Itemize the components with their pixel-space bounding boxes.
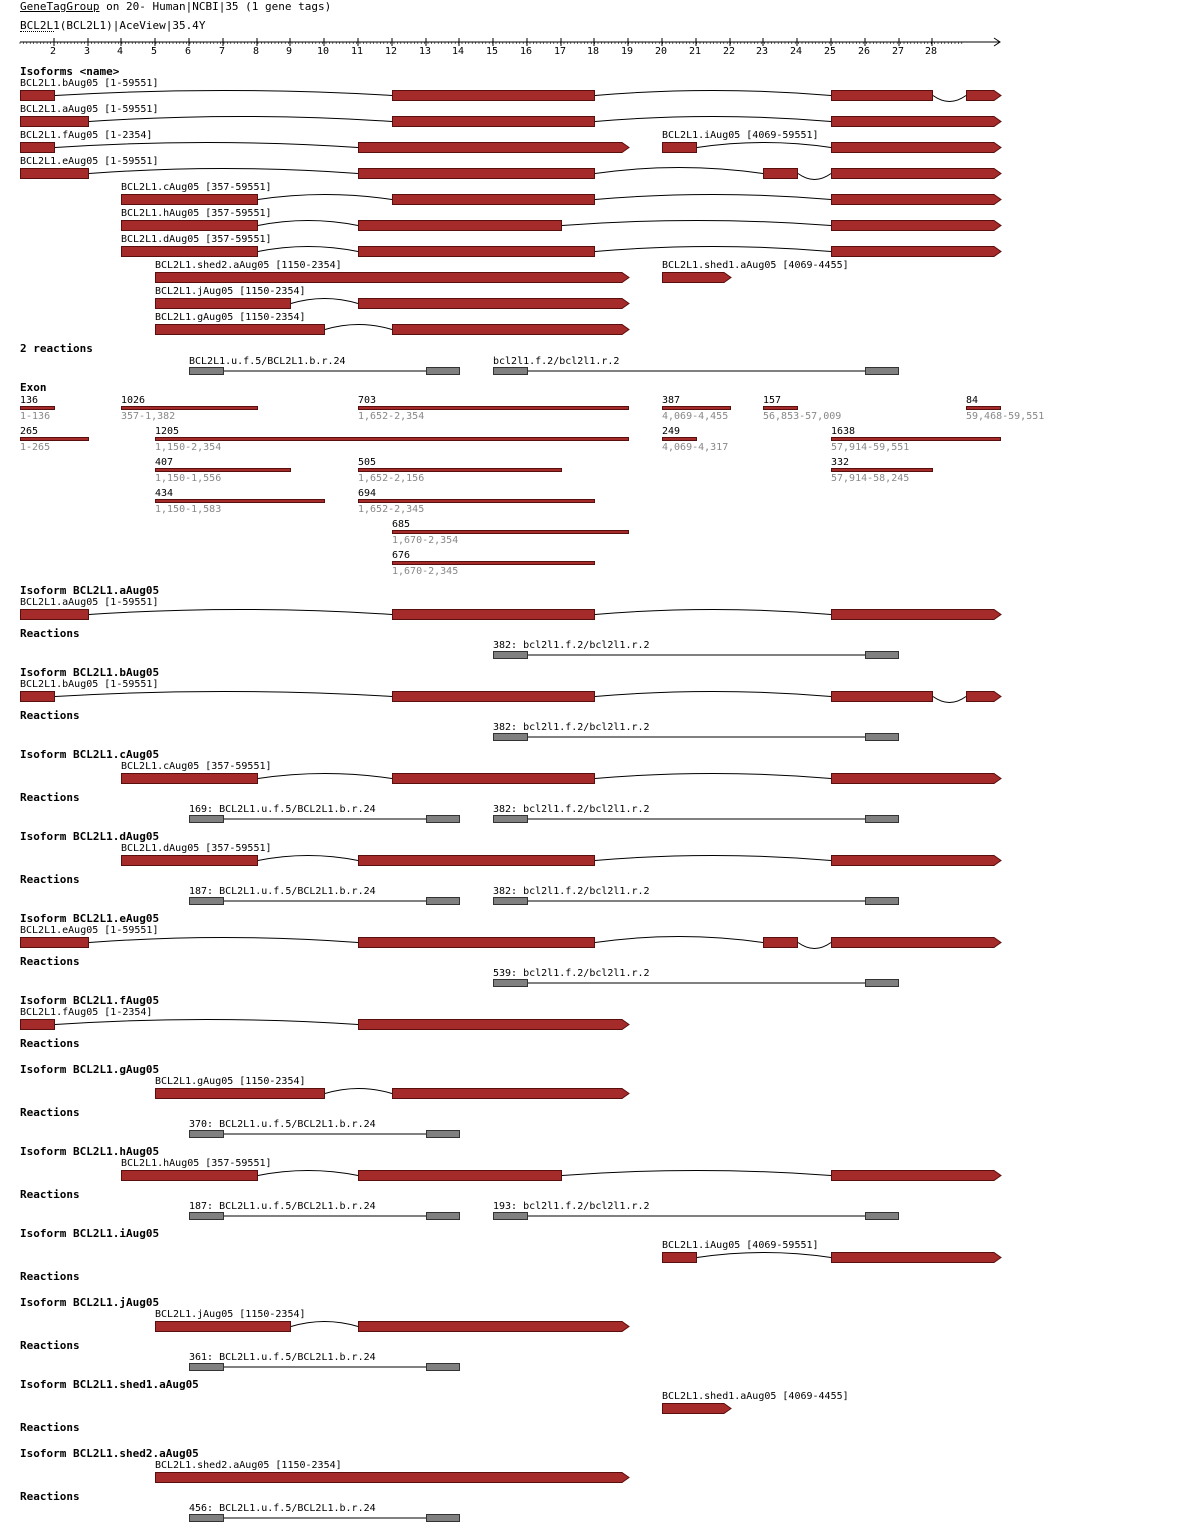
detail-reaction-label: 382: bcl2l1.f.2/bcl2l1.r.2 (493, 640, 650, 651)
detail-reactions-heading: Reactions (20, 1421, 80, 1434)
ruler-tick-label: 21 (689, 46, 702, 57)
detail-a-exon (392, 609, 595, 620)
exon-range: 357-1,382 (121, 411, 176, 422)
exon-range: 1-136 (20, 411, 51, 422)
detail-reaction-bcl2l1-f-2-reverse-primer (865, 651, 899, 659)
exon-bar (662, 406, 731, 410)
detail-d-exon-arrow (831, 855, 1003, 868)
ruler-tick-label: 9 (286, 46, 293, 57)
isoform-detail-heading: Isoform BCL2L1.eAug05 (20, 912, 160, 925)
isoform-d-exon-arrow (831, 246, 1003, 259)
detail-c-exon (121, 773, 258, 784)
detail-reaction-u-f-5-reverse-primer (426, 1212, 460, 1220)
genetaggroup-link[interactable]: GeneTagGroup (20, 0, 100, 13)
exon-bar (155, 437, 629, 441)
detail-c-intron (595, 774, 831, 779)
exon-length: 694 (358, 488, 377, 499)
isoform-detail-label: BCL2L1.shed1.aAug05 [4069-4455] (662, 1391, 849, 1402)
detail-e-exon (763, 937, 798, 948)
detail-e-intron (89, 938, 358, 943)
exon-range: 1,150-1,583 (155, 504, 222, 515)
isoform-label: BCL2L1.bAug05 [1-59551] (20, 78, 159, 89)
exon-range: 4,069-4,317 (662, 442, 729, 453)
exon-bar (966, 406, 1001, 410)
detail-h-intron (258, 1171, 358, 1176)
exon-range: 1,670-2,354 (392, 535, 459, 546)
detail-s1-exon-arrow (662, 1403, 733, 1416)
detail-reactions-heading: Reactions (20, 1490, 80, 1503)
detail-reaction-label: 169: BCL2L1.u.f.5/BCL2L1.b.r.24 (189, 804, 376, 815)
exon-length: 387 (662, 395, 681, 406)
isoform-f-exon (20, 142, 55, 153)
exon-length: 505 (358, 457, 377, 468)
detail-reaction-bcl2l1-f-2-forward-primer (493, 897, 528, 905)
detail-c-exon (392, 773, 595, 784)
detail-reaction-bcl2l1-f-2-reverse-primer (865, 815, 899, 823)
isoform-e-exon (20, 168, 89, 179)
ruler-tick-label: 19 (621, 46, 634, 57)
isoform-h-exon (121, 220, 258, 231)
detail-b-exon (20, 691, 55, 702)
detail-h-intron (562, 1171, 831, 1176)
ruler-tick-label: 7 (219, 46, 226, 57)
isoform-a-exon-arrow (831, 116, 1003, 129)
isoform-e-intron (89, 169, 358, 174)
isoform-e-intron (595, 168, 763, 174)
isoform-a-exon (20, 116, 89, 127)
exon-length: 685 (392, 519, 411, 530)
isoform-h-intron (562, 221, 831, 226)
isoform-detail-label: BCL2L1.fAug05 [1-2354] (20, 1007, 153, 1018)
isoform-detail-heading: Isoform BCL2L1.cAug05 (20, 748, 160, 761)
isoform-h-exon (358, 220, 562, 231)
exon-bar (662, 437, 697, 441)
ruler-tick-label: 16 (520, 46, 533, 57)
isoform-label: BCL2L1.gAug05 [1150-2354] (155, 312, 306, 323)
exon-length: 676 (392, 550, 411, 561)
detail-reaction-u-f-5-reverse-primer (426, 1363, 460, 1371)
isoform-detail-heading: Isoform BCL2L1.iAug05 (20, 1227, 160, 1240)
exon-length: 265 (20, 426, 39, 437)
isoform-c-intron (258, 195, 392, 200)
detail-j-intron (291, 1322, 358, 1327)
exon-range: 1,652-2,354 (358, 411, 425, 422)
reaction-label: bcl2l1.f.2/bcl2l1.r.2 (493, 356, 620, 367)
isoform-i-intron (697, 143, 831, 148)
detail-a-exon (20, 609, 89, 620)
detail-g-exon (155, 1088, 325, 1099)
isoform-e-intron (798, 174, 831, 180)
detail-h-exon (121, 1170, 258, 1181)
detail-reaction-label: 370: BCL2L1.u.f.5/BCL2L1.b.r.24 (189, 1119, 376, 1130)
isoform-detail-heading: Isoform BCL2L1.dAug05 (20, 830, 160, 843)
isoforms-heading: Isoforms <name> (20, 65, 120, 78)
isoform-detail-label: BCL2L1.bAug05 [1-59551] (20, 679, 159, 690)
detail-reaction-bcl2l1-f-2-reverse-primer (865, 897, 899, 905)
isoform-label: BCL2L1.hAug05 [357-59551] (121, 208, 272, 219)
detail-f-exon-arrow (358, 1019, 631, 1032)
isoform-a-intron (89, 117, 392, 122)
detail-reaction-bcl2l1-f-2-forward-primer (493, 815, 528, 823)
isoform-detail-heading: Isoform BCL2L1.aAug05 (20, 584, 160, 597)
isoform-g-intron (325, 325, 392, 330)
ruler-tick-label: 11 (351, 46, 364, 57)
isoform-f-exon-arrow (358, 142, 631, 155)
exon-length: 407 (155, 457, 174, 468)
ruler-tick-label: 13 (419, 46, 432, 57)
gene-link[interactable]: BCL2L1(BCL2L1)|AceView|35.4 (20, 19, 199, 32)
isoform-label: BCL2L1.cAug05 [357-59551] (121, 182, 272, 193)
detail-reaction-u-f-5-forward-primer (189, 1130, 224, 1138)
detail-e-exon-arrow (831, 937, 1003, 950)
isoform-i-exon (662, 142, 697, 153)
isoform-detail-label: BCL2L1.gAug05 [1150-2354] (155, 1076, 306, 1087)
ruler-tick-label: 2 (50, 46, 57, 57)
exon-bar (358, 468, 562, 472)
exon-length: 136 (20, 395, 39, 406)
detail-reaction-label: 193: bcl2l1.f.2/bcl2l1.r.2 (493, 1201, 650, 1212)
detail-reactions-heading: Reactions (20, 1339, 80, 1352)
detail-b-intron (55, 692, 392, 697)
ruler-tick-label: 14 (452, 46, 465, 57)
exon-range: 1-265 (20, 442, 51, 453)
ruler-tick-label: 26 (858, 46, 871, 57)
isoform-c-exon-arrow (831, 194, 1003, 207)
exon-range: 1,670-2,345 (392, 566, 459, 577)
isoform-e-exon (763, 168, 798, 179)
detail-f-exon (20, 1019, 55, 1030)
isoform-detail-heading: Isoform BCL2L1.gAug05 (20, 1063, 160, 1076)
ruler-tick-label: 6 (185, 46, 192, 57)
detail-reaction-u-f-5-reverse-primer (426, 1130, 460, 1138)
isoform-c-exon (121, 194, 258, 205)
isoform-b-exon (20, 90, 55, 101)
exon-range: 1,652-2,345 (358, 504, 425, 515)
exon-bar (121, 406, 258, 410)
exon-length: 1026 (121, 395, 146, 406)
isoform-label: BCL2L1.eAug05 [1-59551] (20, 156, 159, 167)
isoform-label: BCL2L1.iAug05 [4069-59551] (662, 130, 819, 141)
isoform-b-intron (595, 91, 831, 96)
detail-j-exon-arrow (358, 1321, 631, 1334)
exon-range: 1,652-2,156 (358, 473, 425, 484)
detail-reactions-heading: Reactions (20, 1106, 80, 1119)
isoform-detail-label: BCL2L1.jAug05 [1150-2354] (155, 1309, 306, 1320)
ruler-tick-label: 24 (790, 46, 803, 57)
detail-reaction-u-f-5-forward-primer (189, 1514, 224, 1522)
detail-reaction-bcl2l1-f-2-reverse-primer (865, 1212, 899, 1220)
isoform-detail-heading: Isoform BCL2L1.bAug05 (20, 666, 160, 679)
isoform-b-intron (933, 96, 966, 102)
detail-reactions-heading: Reactions (20, 791, 80, 804)
detail-reactions-heading: Reactions (20, 1037, 80, 1050)
detail-reaction-label: 361: BCL2L1.u.f.5/BCL2L1.b.r.24 (189, 1352, 376, 1363)
detail-reactions-heading: Reactions (20, 1270, 80, 1283)
exon-length: 157 (763, 395, 782, 406)
detail-reactions-heading: Reactions (20, 955, 80, 968)
isoform-detail-label: BCL2L1.shed2.aAug05 [1150-2354] (155, 1460, 342, 1471)
ruler-tick-label: 25 (824, 46, 837, 57)
detail-i-intron (697, 1253, 831, 1258)
isoform-b-exon (392, 90, 595, 101)
isoform-d-intron (595, 247, 831, 252)
isoform-detail-heading: Isoform BCL2L1.jAug05 (20, 1296, 160, 1309)
exon-length: 1205 (155, 426, 180, 437)
isoform-g-exon-arrow (392, 324, 631, 337)
exon-length: 434 (155, 488, 174, 499)
isoform-i-exon-arrow (831, 142, 1003, 155)
ruler-tick-label: 20 (655, 46, 668, 57)
detail-c-exon-arrow (831, 773, 1003, 786)
exon-range: 57,914-58,245 (831, 473, 910, 484)
detail-g-intron (325, 1089, 392, 1094)
exon-bar (155, 468, 291, 472)
detail-a-exon-arrow (831, 609, 1003, 622)
detail-reactions-heading: Reactions (20, 709, 80, 722)
detail-reaction-bcl2l1-f-2-reverse-primer (865, 979, 899, 987)
isoform-detail-heading: Isoform BCL2L1.fAug05 (20, 994, 160, 1007)
isoform-label: BCL2L1.shed2.aAug05 [1150-2354] (155, 260, 342, 271)
ruler-tick-label: 10 (317, 46, 330, 57)
isoform-c-intron (595, 195, 831, 200)
exon-bar (358, 499, 595, 503)
detail-i-exon-arrow (831, 1252, 1003, 1265)
detail-reaction-u-f-5-reverse-primer (426, 815, 460, 823)
isoform-detail-heading: Isoform BCL2L1.hAug05 (20, 1145, 160, 1158)
detail-reaction-label: 187: BCL2L1.u.f.5/BCL2L1.b.r.24 (189, 886, 376, 897)
exon-heading: Exon (20, 381, 47, 394)
detail-reactions-heading: Reactions (20, 627, 80, 640)
detail-reaction-bcl2l1-f-2-forward-primer (493, 1212, 528, 1220)
detail-reaction-bcl2l1-f-2-forward-primer (493, 733, 528, 741)
reaction-label: BCL2L1.u.f.5/BCL2L1.b.r.24 (189, 356, 346, 367)
detail-reaction-label: 187: BCL2L1.u.f.5/BCL2L1.b.r.24 (189, 1201, 376, 1212)
detail-h-exon-arrow (831, 1170, 1003, 1183)
isoform-d-exon (358, 246, 595, 257)
isoform-j-exon (155, 298, 291, 309)
detail-b-exon (831, 691, 933, 702)
detail-reaction-bcl2l1-f-2-forward-primer (493, 979, 528, 987)
detail-b-intron (595, 692, 831, 697)
exon-bar (763, 406, 798, 410)
detail-reaction-u-f-5-reverse-primer (426, 1514, 460, 1522)
exon-length: 249 (662, 426, 681, 437)
isoform-j-exon-arrow (358, 298, 631, 311)
detail-s2-exon-arrow (155, 1472, 631, 1485)
detail-a-intron (89, 610, 392, 615)
isoform-e-exon (358, 168, 595, 179)
detail-reaction-u-f-5-forward-primer (189, 1363, 224, 1371)
isoform-c-exon (392, 194, 595, 205)
ruler-tick-label: 15 (486, 46, 499, 57)
ruler-tick-label: 12 (385, 46, 398, 57)
detail-reaction-bcl2l1-f-2-forward-primer (493, 651, 528, 659)
detail-g-exon-arrow (392, 1088, 631, 1101)
isoform-b-intron (55, 91, 392, 96)
isoform-label: BCL2L1.shed1.aAug05 [4069-4455] (662, 260, 849, 271)
exon-range: 56,853-57,009 (763, 411, 842, 422)
detail-reactions-heading: Reactions (20, 1188, 80, 1201)
detail-d-intron (258, 856, 358, 861)
exon-length: 703 (358, 395, 377, 406)
isoform-b-exon-arrow (966, 90, 1003, 103)
detail-h-exon (358, 1170, 562, 1181)
detail-reaction-label: 456: BCL2L1.u.f.5/BCL2L1.b.r.24 (189, 1503, 376, 1514)
isoform-detail-heading: Isoform BCL2L1.shed1.aAug05 (20, 1378, 199, 1391)
isoform-h-exon-arrow (831, 220, 1003, 233)
isoform-detail-label: BCL2L1.hAug05 [357-59551] (121, 1158, 272, 1169)
ruler-tick-label: 18 (587, 46, 600, 57)
reaction-u-f-5-forward-primer (189, 367, 224, 375)
exon-bar (392, 530, 629, 534)
ruler-tick-label: 23 (756, 46, 769, 57)
isoform-j-intron (291, 299, 358, 304)
title-rest: on 20- Human|NCBI|35 (1 gene tags) (99, 0, 332, 13)
reactions-heading: 2 reactions (20, 342, 93, 355)
ruler-tick-label: 17 (554, 46, 567, 57)
ruler-tick-label: 22 (723, 46, 736, 57)
isoform-detail-label: BCL2L1.dAug05 [357-59551] (121, 843, 272, 854)
exon-bar (358, 406, 629, 410)
exon-range: 59,468-59,551 (966, 411, 1045, 422)
exon-range: 57,914-59,551 (831, 442, 910, 453)
exon-range: 1,150-2,354 (155, 442, 222, 453)
exon-bar (20, 406, 55, 410)
isoform-detail-label: BCL2L1.aAug05 [1-59551] (20, 597, 159, 608)
detail-d-intron (595, 856, 831, 861)
detail-reactions-heading: Reactions (20, 873, 80, 886)
detail-d-exon (358, 855, 595, 866)
ruler-tick-label: 4 (117, 46, 124, 57)
isoform-label: BCL2L1.fAug05 [1-2354] (20, 130, 153, 141)
exon-bar (831, 437, 1001, 441)
isoform-f-intron (55, 143, 358, 148)
exon-length: 1638 (831, 426, 856, 437)
reaction-bcl2l1-f-2-reverse-primer (865, 367, 899, 375)
detail-f-intron (55, 1020, 358, 1025)
detail-a-intron (595, 610, 831, 615)
detail-reaction-u-f-5-forward-primer (189, 897, 224, 905)
detail-e-intron (798, 943, 831, 949)
isoform-a-intron (595, 117, 831, 122)
ruler-tick-label: 5 (151, 46, 158, 57)
isoform-d-exon (121, 246, 258, 257)
exon-bar (831, 468, 933, 472)
exon-length: 84 (966, 395, 979, 406)
ruler-tick-label: 8 (253, 46, 260, 57)
detail-reaction-label: 382: bcl2l1.f.2/bcl2l1.r.2 (493, 804, 650, 815)
exon-range: 4,069-4,455 (662, 411, 729, 422)
ruler-tick-label: 27 (892, 46, 905, 57)
detail-j-exon (155, 1321, 291, 1332)
isoform-label: BCL2L1.dAug05 [357-59551] (121, 234, 272, 245)
detail-e-intron (595, 937, 763, 943)
detail-c-intron (258, 774, 392, 779)
isoform-d-intron (258, 247, 358, 252)
exon-bar (20, 437, 89, 441)
isoform-detail-label: BCL2L1.eAug05 [1-59551] (20, 925, 159, 936)
isoform-e-exon-arrow (831, 168, 1003, 181)
isoform-h-intron (258, 221, 358, 226)
detail-b-exon-arrow (966, 691, 1003, 704)
detail-e-exon (20, 937, 89, 948)
isoform-a-exon (392, 116, 595, 127)
detail-reaction-u-f-5-forward-primer (189, 1212, 224, 1220)
isoform-detail-label: BCL2L1.cAug05 [357-59551] (121, 761, 272, 772)
isoform-b-exon (831, 90, 933, 101)
isoform-label: BCL2L1.aAug05 [1-59551] (20, 104, 159, 115)
reaction-u-f-5-reverse-primer (426, 367, 460, 375)
detail-reaction-u-f-5-reverse-primer (426, 897, 460, 905)
exon-bar (392, 561, 595, 565)
reaction-bcl2l1-f-2-forward-primer (493, 367, 528, 375)
detail-d-exon (121, 855, 258, 866)
exon-length: 332 (831, 457, 850, 468)
detail-i-exon (662, 1252, 697, 1263)
ruler-tick-label: 28 (925, 46, 938, 57)
detail-reaction-bcl2l1-f-2-reverse-primer (865, 733, 899, 741)
detail-b-intron (933, 697, 966, 703)
exon-range: 1,150-1,556 (155, 473, 222, 484)
detail-b-exon (392, 691, 595, 702)
detail-reaction-u-f-5-forward-primer (189, 815, 224, 823)
exon-bar (155, 499, 325, 503)
isoform-s1-exon-arrow (662, 272, 733, 285)
isoform-label: BCL2L1.jAug05 [1150-2354] (155, 286, 306, 297)
isoform-detail-heading: Isoform BCL2L1.shed2.aAug05 (20, 1447, 199, 1460)
ruler-tick-label: 3 (84, 46, 91, 57)
isoform-g-exon (155, 324, 325, 335)
subtitle-mark: Y (198, 19, 206, 32)
detail-e-exon (358, 937, 595, 948)
detail-reaction-label: 382: bcl2l1.f.2/bcl2l1.r.2 (493, 722, 650, 733)
isoform-detail-label: BCL2L1.iAug05 [4069-59551] (662, 1240, 819, 1251)
detail-reaction-label: 382: bcl2l1.f.2/bcl2l1.r.2 (493, 886, 650, 897)
isoform-s2-exon-arrow (155, 272, 631, 285)
detail-reaction-label: 539: bcl2l1.f.2/bcl2l1.r.2 (493, 968, 650, 979)
